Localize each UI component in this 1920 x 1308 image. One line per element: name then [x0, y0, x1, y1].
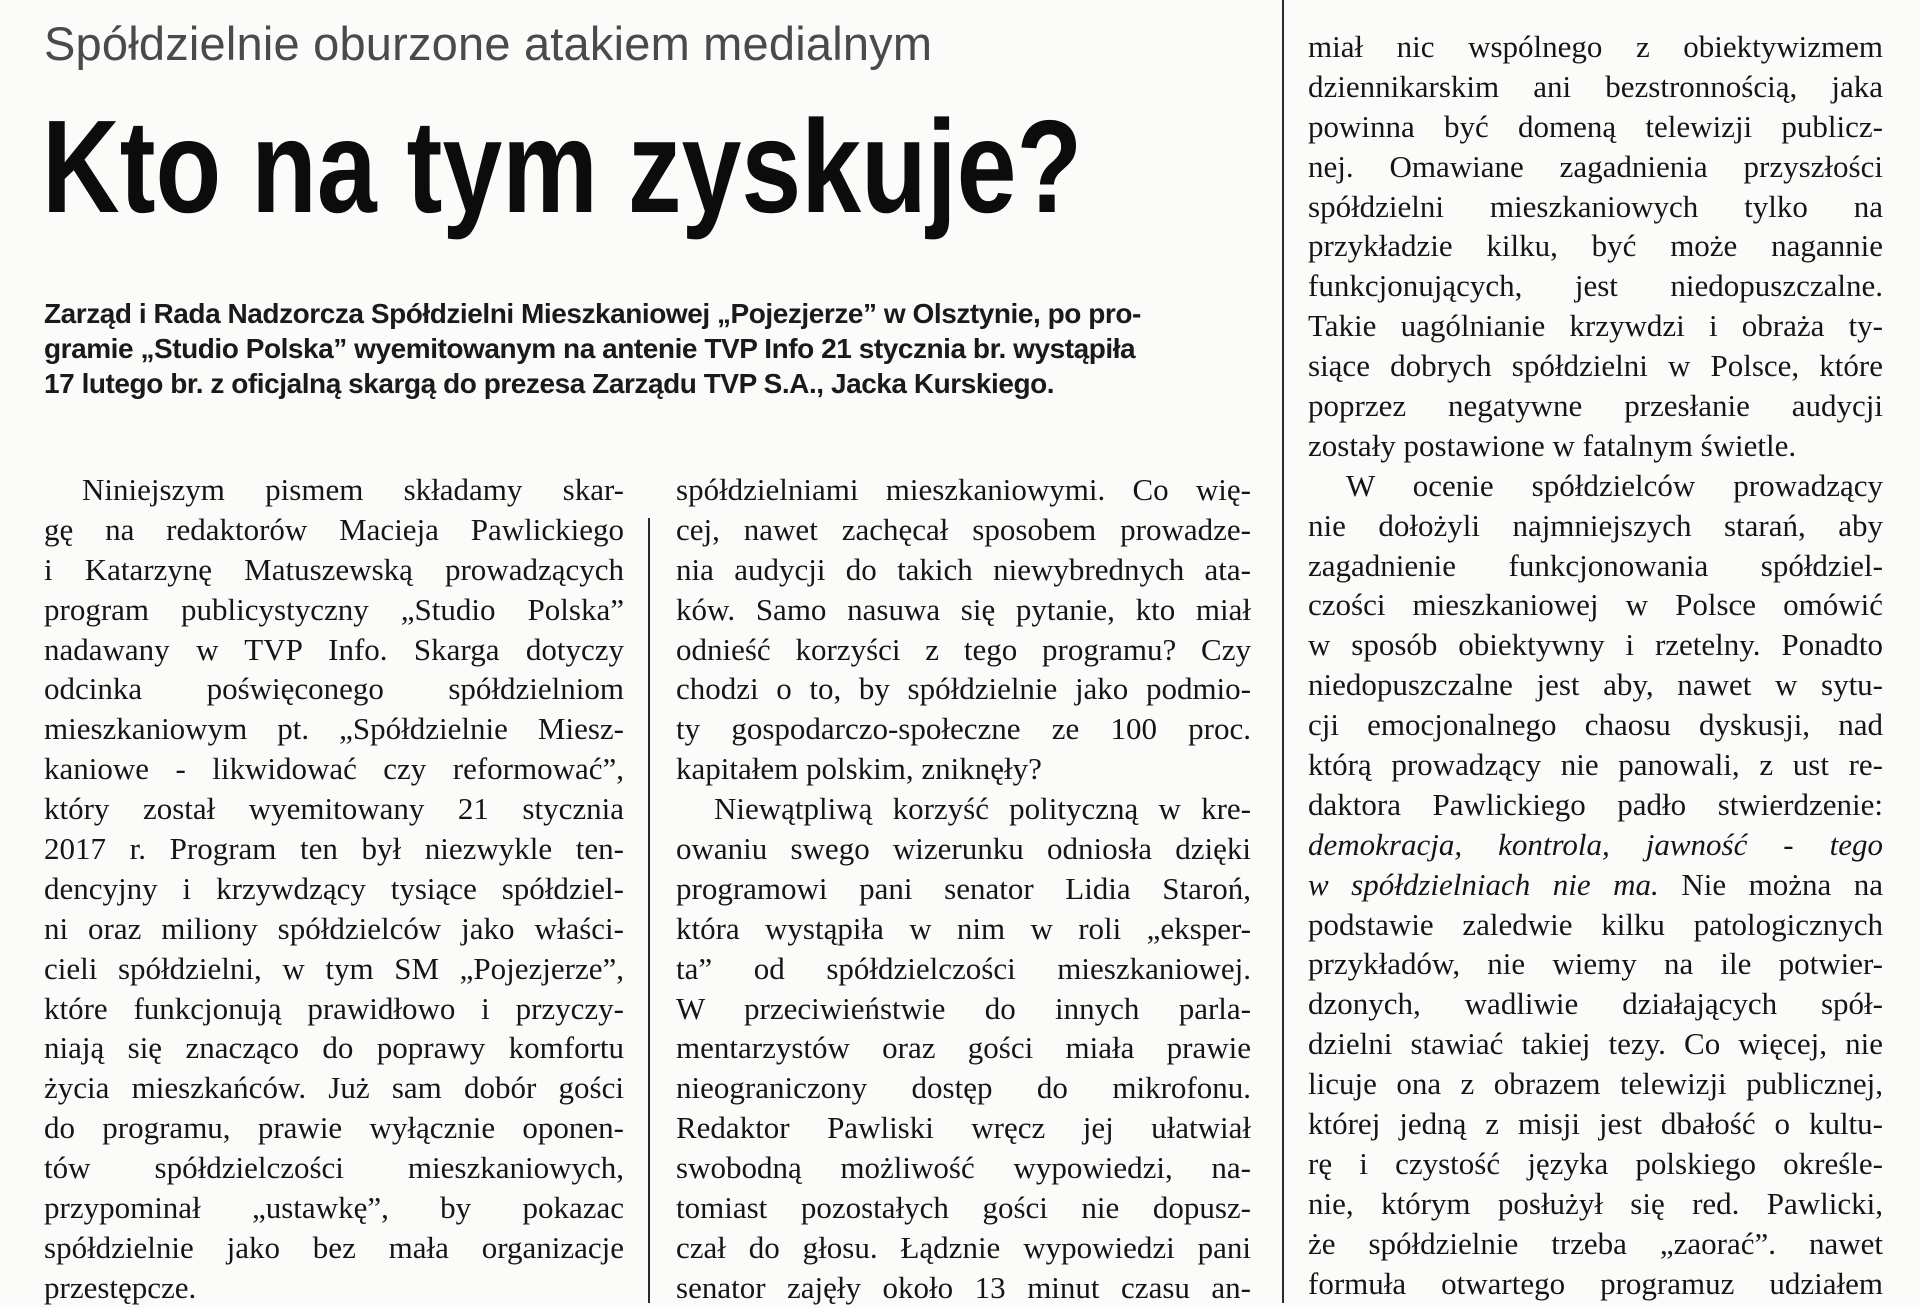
- text-line: dencyjny i krzywdzący tysiące spółdziel-: [44, 870, 624, 906]
- text-line: do programu, prawie wyłącznie oponen-: [44, 1110, 624, 1146]
- text-line: funkcjonujących, jest niedopuszczalne.: [1308, 268, 1883, 304]
- text-line: Redaktor Pawliski wręcz jej ułatwiał: [676, 1110, 1251, 1146]
- text-line: mieszkaniowym pt. „Spółdzielnie Miesz-: [44, 711, 624, 747]
- text-line: ta” od spółdzielczości mieszkaniowej.: [676, 950, 1251, 986]
- text-line: czości mieszkaniowej w Polsce omówić: [1308, 587, 1883, 623]
- text-line: dzielni stawiać takiej tezy. Co więcej, nie: [1308, 1026, 1883, 1062]
- text-line: odcinka poświęconego spółdzielniom: [44, 671, 624, 707]
- text-line: ty gospodarczo-społeczne ze 100 proc.: [676, 711, 1251, 747]
- text-fragment: Nie można na: [1681, 866, 1883, 902]
- text-line: czał do głosu. Łądznie wypowiedzi pani: [676, 1229, 1251, 1265]
- text-line: tów spółdzielczości mieszkaniowych,: [44, 1150, 624, 1186]
- text-line: spółdzielniami mieszkaniowymi. Co wię-: [676, 472, 1251, 507]
- text-line: niedopuszczalne jest aby, nawet w sytu-: [1308, 667, 1883, 703]
- text-column-1: [44, 470, 624, 1308]
- text-line: Niniejszym pismem składamy skar-: [82, 472, 624, 507]
- text-line: rę i czystość języka polskiego określe-: [1308, 1145, 1883, 1181]
- text-line: ni oraz miliony spółdzielców jako właści-: [44, 910, 624, 946]
- text-line: [1308, 825, 1883, 865]
- text-line: w sposób obiektywny i rzetelny. Ponadto: [1308, 627, 1883, 663]
- text-line: [1308, 865, 1883, 905]
- text-line: swobodną możliwość wypowiedzi, na-: [676, 1150, 1251, 1186]
- text-line: program publicystyczny „Studio Polska”: [44, 591, 624, 627]
- article-lead: [44, 296, 1244, 401]
- text-line: którą prowadzący nie panowali, z ust re-: [1308, 747, 1883, 783]
- text-line: W przeciwieństwie do innych parla-: [676, 990, 1251, 1026]
- text-line: powinna być domeną telewizji publicz-: [1308, 108, 1883, 144]
- column-divider: [1282, 0, 1284, 1303]
- text-line: która wystąpiła w nim w roli „eksper-: [676, 910, 1251, 946]
- text-line: siące dobrych spółdzielni w Polsce, które: [1308, 348, 1883, 384]
- text-line: cji emocjonalnego chaosu dyskusji, nad: [1308, 707, 1883, 743]
- text-line: przykładów, nie wiemy na ile potwier-: [1308, 946, 1883, 982]
- text-line: daktora Pawlickiego padło stwierdzenie:: [1308, 786, 1883, 822]
- lead-line: Zarząd i Rada Nadzorcza Spółdzielni Mieszkaniowej „Pojezjerze” w Olsztynie, po pro-: [44, 298, 1141, 329]
- text-line: Takie uagólnianie krzywdzi i obraża ty-: [1308, 308, 1883, 344]
- text-line: cieli spółdzielni, w tym SM „Pojezjerze”,: [44, 950, 624, 986]
- text-line: podstawie zaledwie kilku patologicznych: [1308, 906, 1883, 942]
- text-line: zagadnienie funkcjonowania spółdziel-: [1308, 547, 1883, 583]
- italic-quote: w spółdzielniach nie ma.: [1308, 866, 1659, 902]
- text-line: poprzez negatywne przesłanie audycji: [1308, 388, 1883, 424]
- text-line: odnieść korzyści z tego programu? Czy: [676, 631, 1251, 667]
- text-line: chodzi o to, by spółdzielnie jako podmio-: [676, 671, 1251, 707]
- article-headline: Kto na tym zyskuje?: [42, 93, 1083, 240]
- text-line: które funkcjonują prawidłowo i przyczy-: [44, 990, 624, 1026]
- text-line: której jedną z misji jest dbałość o kultu-: [1308, 1106, 1883, 1142]
- text-line: przypominał „ustawkę”, by pokazac: [44, 1190, 624, 1226]
- text-line: ków. Samo nasuwa się pytanie, kto miał: [676, 591, 1251, 627]
- text-column-3: [1308, 27, 1883, 1304]
- text-line: owaniu swego wizerunku odniosła dzięki: [676, 831, 1251, 867]
- text-line: i Katarzynę Matuszewską prowadzących: [44, 551, 624, 587]
- text-line: kapitałem polskim, zniknęły?: [676, 751, 1042, 787]
- text-line: dziennikarskim ani bezstronnością, jaka: [1308, 68, 1883, 104]
- text-line: przestępcze.: [44, 1269, 197, 1305]
- column-divider: [648, 518, 650, 1303]
- text-line: życia mieszkańców. Już sam dobór gości: [44, 1070, 624, 1106]
- lead-line: 17 lutego br. z oficjalną skargą do prezesa Zarządu TVP S.A., Jacka Kurskiego.: [44, 368, 1055, 399]
- text-line: spółdzielni mieszkaniowych tylko na: [1308, 188, 1883, 224]
- text-line: W ocenie spółdzielców prowadzący: [1346, 467, 1883, 503]
- text-line: niają się znacząco do poprawy komfortu: [44, 1030, 624, 1066]
- text-line: miał nic wspólnego z obiektywizmem: [1308, 29, 1883, 64]
- text-line: nieograniczony dostęp do mikrofonu.: [676, 1070, 1251, 1106]
- text-line: tomiast pozostałych gości nie dopusz-: [676, 1190, 1251, 1226]
- text-line: nia audycji do takich niewybrednych ata-: [676, 551, 1251, 587]
- text-line: który został wyemitowany 21 stycznia: [44, 791, 624, 827]
- text-line: zostały postawione w fatalnym świetle.: [1308, 427, 1797, 463]
- text-line: spółdzielnie jako bez mała organizacje: [44, 1229, 624, 1265]
- text-line: gę na redaktorów Macieja Pawlickiego: [44, 511, 624, 547]
- text-line: nadawany w TVP Info. Skarga dotyczy: [44, 631, 624, 667]
- italic-quote: demokracja, kontrola, jawność - tego: [1308, 826, 1883, 862]
- text-line: nie dołożyli najmniejszych starań, aby: [1308, 507, 1883, 543]
- text-line: mentarzystów oraz gości miała prawie: [676, 1030, 1251, 1066]
- text-line: dzonych, wadliwie działających spół-: [1308, 986, 1883, 1022]
- text-line: cej, nawet zachęcał sposobem prowadze-: [676, 511, 1251, 547]
- text-line: nie, którym posłużył się red. Pawlicki,: [1308, 1185, 1883, 1221]
- text-line: nej. Omawiane zagadnienia przyszłości: [1308, 148, 1883, 184]
- article-kicker: Spółdzielnie oburzone atakiem medialnym: [44, 17, 933, 70]
- text-line: przykładzie kilku, być może nagannie: [1308, 228, 1883, 264]
- text-line: że spółdzielnie trzeba „zaorać”. nawet: [1308, 1225, 1883, 1261]
- text-line: programowi pani senator Lidia Staroń,: [676, 870, 1251, 906]
- text-line: 2017 r. Program ten był niezwykle ten-: [44, 831, 624, 867]
- text-line: Niewątpliwą korzyść polityczną w kre-: [714, 791, 1251, 827]
- text-column-2: [676, 470, 1251, 1308]
- text-line: licuje ona z obrazem telewizji publicznej,: [1308, 1066, 1883, 1102]
- text-line: formuła otwartego programuz udziałem: [1308, 1265, 1883, 1301]
- text-line: senator zajęły około 13 minut czasu an-: [676, 1269, 1251, 1305]
- lead-line: gramie „Studio Polska” wyemitowanym na antenie TVP Info 21 stycznia br. wystąpiła: [44, 333, 1136, 364]
- text-line: kaniowe - likwidować czy reformować”,: [44, 751, 624, 787]
